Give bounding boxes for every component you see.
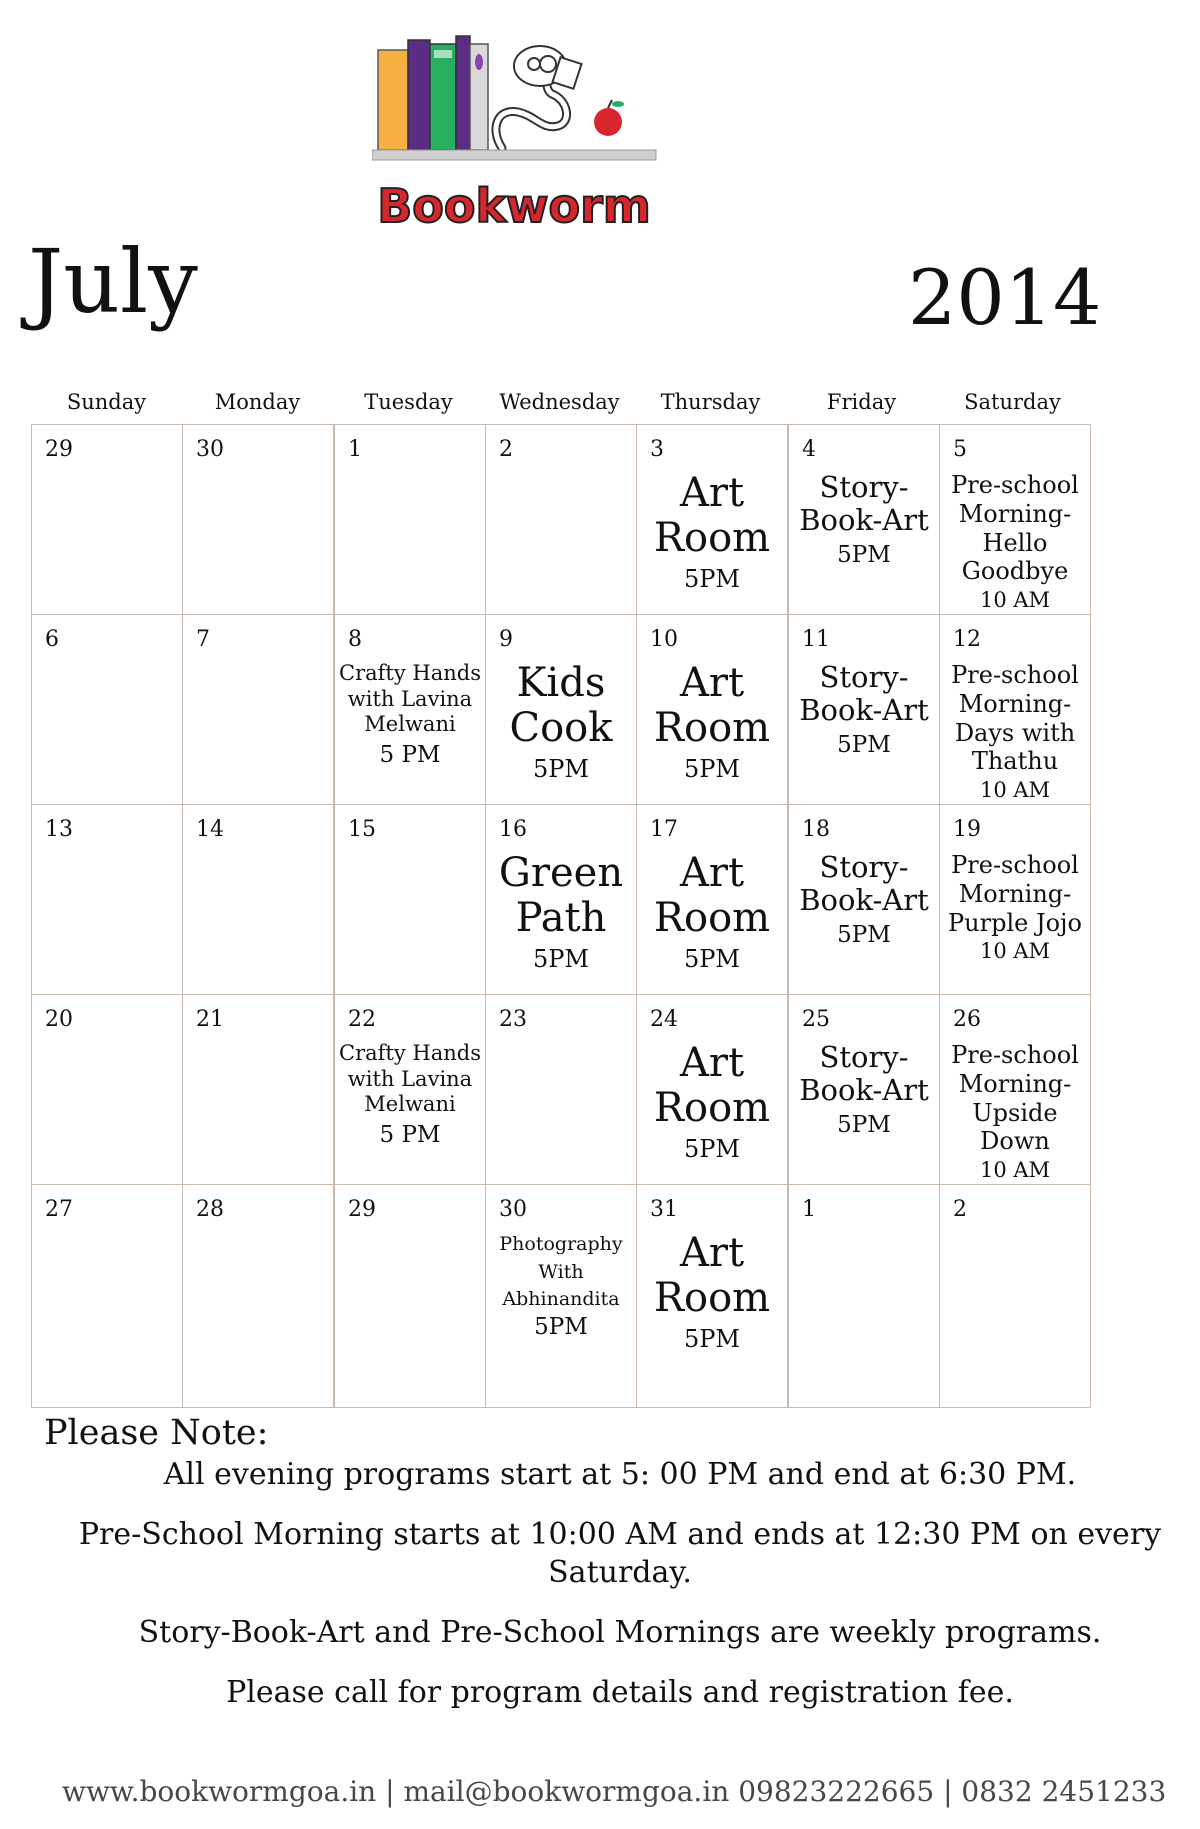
calendar-event <box>486 661 636 783</box>
event-time: 5PM <box>837 731 891 758</box>
calendar-year: 2014 <box>908 253 1102 342</box>
footer-contact: www.bookwormgoa.in | mail@bookwormgoa.in 09823222665 | 0832 2451233 <box>62 1775 1167 1808</box>
calendar-event <box>940 661 1090 803</box>
event-time: 10 AM <box>979 939 1051 964</box>
day-number: 8 <box>348 627 362 652</box>
bookworm-logo <box>372 30 712 244</box>
event-time: 5PM <box>534 1313 588 1340</box>
event-title: Pre-school Morning- Hello Goodbye <box>951 471 1079 586</box>
calendar-day-cell <box>334 424 486 615</box>
calendar-grid <box>31 424 1090 1407</box>
event-title: Green Path <box>498 850 624 941</box>
event-time: 10 AM <box>979 588 1051 613</box>
calendar-day-cell <box>788 1184 940 1408</box>
event-time: 10 AM <box>979 778 1051 803</box>
weekday-label: Tuesday <box>364 390 453 414</box>
calendar-event <box>335 1041 485 1149</box>
day-number: 9 <box>499 627 513 652</box>
event-title: Art Room <box>653 1230 771 1321</box>
calendar-day-cell <box>939 994 1091 1185</box>
day-number: 12 <box>953 627 981 652</box>
calendar-day-cell <box>788 424 940 615</box>
day-number: 29 <box>348 1197 376 1222</box>
day-number: 15 <box>348 817 376 842</box>
calendar-day-cell <box>939 424 1091 615</box>
calendar-day-cell <box>636 424 788 615</box>
calendar-day-cell <box>485 424 637 615</box>
calendar-event <box>789 1041 939 1139</box>
event-time: 5PM <box>837 541 891 568</box>
note-line: Pre-School Morning starts at 10:00 AM and ends at 12:30 PM on every Saturday. <box>78 1517 1162 1590</box>
event-time: 5PM <box>684 944 740 973</box>
calendar-day-cell <box>939 1184 1091 1408</box>
event-title: Art Room <box>653 660 771 751</box>
day-number: 1 <box>802 1197 816 1222</box>
calendar-day-cell <box>182 1184 334 1408</box>
calendar-day-cell <box>182 614 334 805</box>
day-number: 1 <box>348 437 362 462</box>
calendar-day-cell <box>334 994 486 1185</box>
calendar-event <box>637 851 787 973</box>
day-number: 31 <box>650 1197 678 1222</box>
calendar-day-cell <box>182 994 334 1185</box>
event-title: Story- Book-Art <box>799 470 929 538</box>
calendar-event <box>789 661 939 759</box>
day-number: 4 <box>802 437 816 462</box>
calendar-day-cell <box>334 1184 486 1408</box>
note-line: Story-Book-Art and Pre-School Mornings are weekly programs. <box>138 1615 1102 1650</box>
calendar-day-cell <box>939 614 1091 805</box>
event-time: 5PM <box>684 1134 740 1163</box>
calendar-event <box>940 471 1090 613</box>
day-number: 28 <box>196 1197 224 1222</box>
day-number: 10 <box>650 627 678 652</box>
calendar-day-cell <box>636 994 788 1185</box>
day-number: 6 <box>45 627 59 652</box>
day-number: 24 <box>650 1007 678 1032</box>
calendar-day-cell <box>636 1184 788 1408</box>
calendar-event <box>486 1231 636 1341</box>
day-number: 26 <box>953 1007 981 1032</box>
day-number: 22 <box>348 1007 376 1032</box>
calendar-event <box>940 851 1090 965</box>
calendar-day-cell <box>485 1184 637 1408</box>
calendar-day-cell <box>939 804 1091 995</box>
event-title: Art Room <box>653 470 771 561</box>
calendar-day-cell <box>182 424 334 615</box>
calendar-day-cell <box>31 424 183 615</box>
day-number: 30 <box>499 1197 527 1222</box>
day-number: 2 <box>953 1197 967 1222</box>
day-number: 13 <box>45 817 73 842</box>
calendar-day-cell <box>334 804 486 995</box>
event-time: 5 PM <box>379 1121 441 1148</box>
calendar-day-cell <box>788 614 940 805</box>
day-number: 25 <box>802 1007 830 1032</box>
event-time: 5PM <box>533 754 589 783</box>
day-number: 30 <box>196 437 224 462</box>
day-number: 23 <box>499 1007 527 1032</box>
calendar-day-cell <box>485 614 637 805</box>
calendar-day-cell <box>31 614 183 805</box>
event-time: 5PM <box>837 921 891 948</box>
calendar-day-cell <box>636 804 788 995</box>
day-number: 2 <box>499 437 513 462</box>
note-line: Please call for program details and registration fee. <box>226 1675 1014 1710</box>
calendar-day-cell <box>788 804 940 995</box>
day-number: 19 <box>953 817 981 842</box>
event-time: 5PM <box>684 754 740 783</box>
day-number: 11 <box>802 627 830 652</box>
calendar-day-cell <box>636 614 788 805</box>
calendar-event <box>486 851 636 973</box>
event-time: 5 PM <box>379 741 441 768</box>
event-title: Story- Book-Art <box>799 1040 929 1108</box>
calendar-event <box>637 1231 787 1353</box>
day-number: 3 <box>650 437 664 462</box>
day-number: 17 <box>650 817 678 842</box>
weekday-label: Monday <box>214 390 301 414</box>
event-title: Art Room <box>653 1040 771 1131</box>
calendar-day-cell <box>485 804 637 995</box>
event-time: 5PM <box>533 944 589 973</box>
calendar-event <box>789 851 939 949</box>
day-number: 7 <box>196 627 210 652</box>
weekday-label: Sunday <box>66 390 147 414</box>
weekday-label: Thursday <box>660 390 761 414</box>
event-time: 10 AM <box>979 1158 1051 1183</box>
notes-heading: Please Note: <box>44 1413 269 1453</box>
calendar-event <box>789 471 939 569</box>
event-title: Pre-school Morning- Purple Jojo <box>948 851 1082 937</box>
event-title: Art Room <box>653 850 771 941</box>
calendar-event <box>637 471 787 593</box>
day-number: 16 <box>499 817 527 842</box>
calendar-event <box>637 1041 787 1163</box>
day-number: 27 <box>45 1197 73 1222</box>
event-time: 5PM <box>837 1111 891 1138</box>
calendar-day-cell <box>788 994 940 1185</box>
event-title: Pre-school Morning- Upside Down <box>951 1041 1079 1156</box>
event-title: Photography With Abhinandita <box>499 1233 623 1311</box>
day-number: 5 <box>953 437 967 462</box>
bookworm-logo-graphic <box>372 30 712 244</box>
weekday-header-row <box>31 390 1091 420</box>
event-time: 5PM <box>684 564 740 593</box>
event-title: Story- Book-Art <box>799 850 929 918</box>
day-number: 20 <box>45 1007 73 1032</box>
calendar-day-cell <box>182 804 334 995</box>
event-time: 5PM <box>684 1324 740 1353</box>
day-number: 29 <box>45 437 73 462</box>
calendar-day-cell <box>485 994 637 1185</box>
event-title: Crafty Hands with Lavina Melwani <box>339 1041 481 1117</box>
day-number: 14 <box>196 817 224 842</box>
calendar-day-cell <box>334 614 486 805</box>
calendar-day-cell <box>31 994 183 1185</box>
event-title: Story- Book-Art <box>799 660 929 728</box>
event-title: Crafty Hands with Lavina Melwani <box>339 661 481 737</box>
event-title: Pre-school Morning- Days with Thathu <box>951 661 1079 776</box>
day-number: 18 <box>802 817 830 842</box>
logo-wordmark: Bookworm <box>377 179 651 233</box>
note-line: All evening programs start at 5: 00 PM and end at 6:30 PM. <box>163 1457 1077 1492</box>
calendar-day-cell <box>31 804 183 995</box>
calendar-event <box>335 661 485 769</box>
calendar-event <box>940 1041 1090 1183</box>
weekday-label: Saturday <box>964 390 1061 414</box>
calendar-day-cell <box>31 1184 183 1408</box>
weekday-label: Friday <box>826 390 897 414</box>
day-number: 21 <box>196 1007 224 1032</box>
calendar-month: July <box>28 230 198 333</box>
calendar-event <box>637 661 787 783</box>
event-title: Kids Cook <box>509 660 613 751</box>
weekday-label: Wednesday <box>499 390 620 414</box>
